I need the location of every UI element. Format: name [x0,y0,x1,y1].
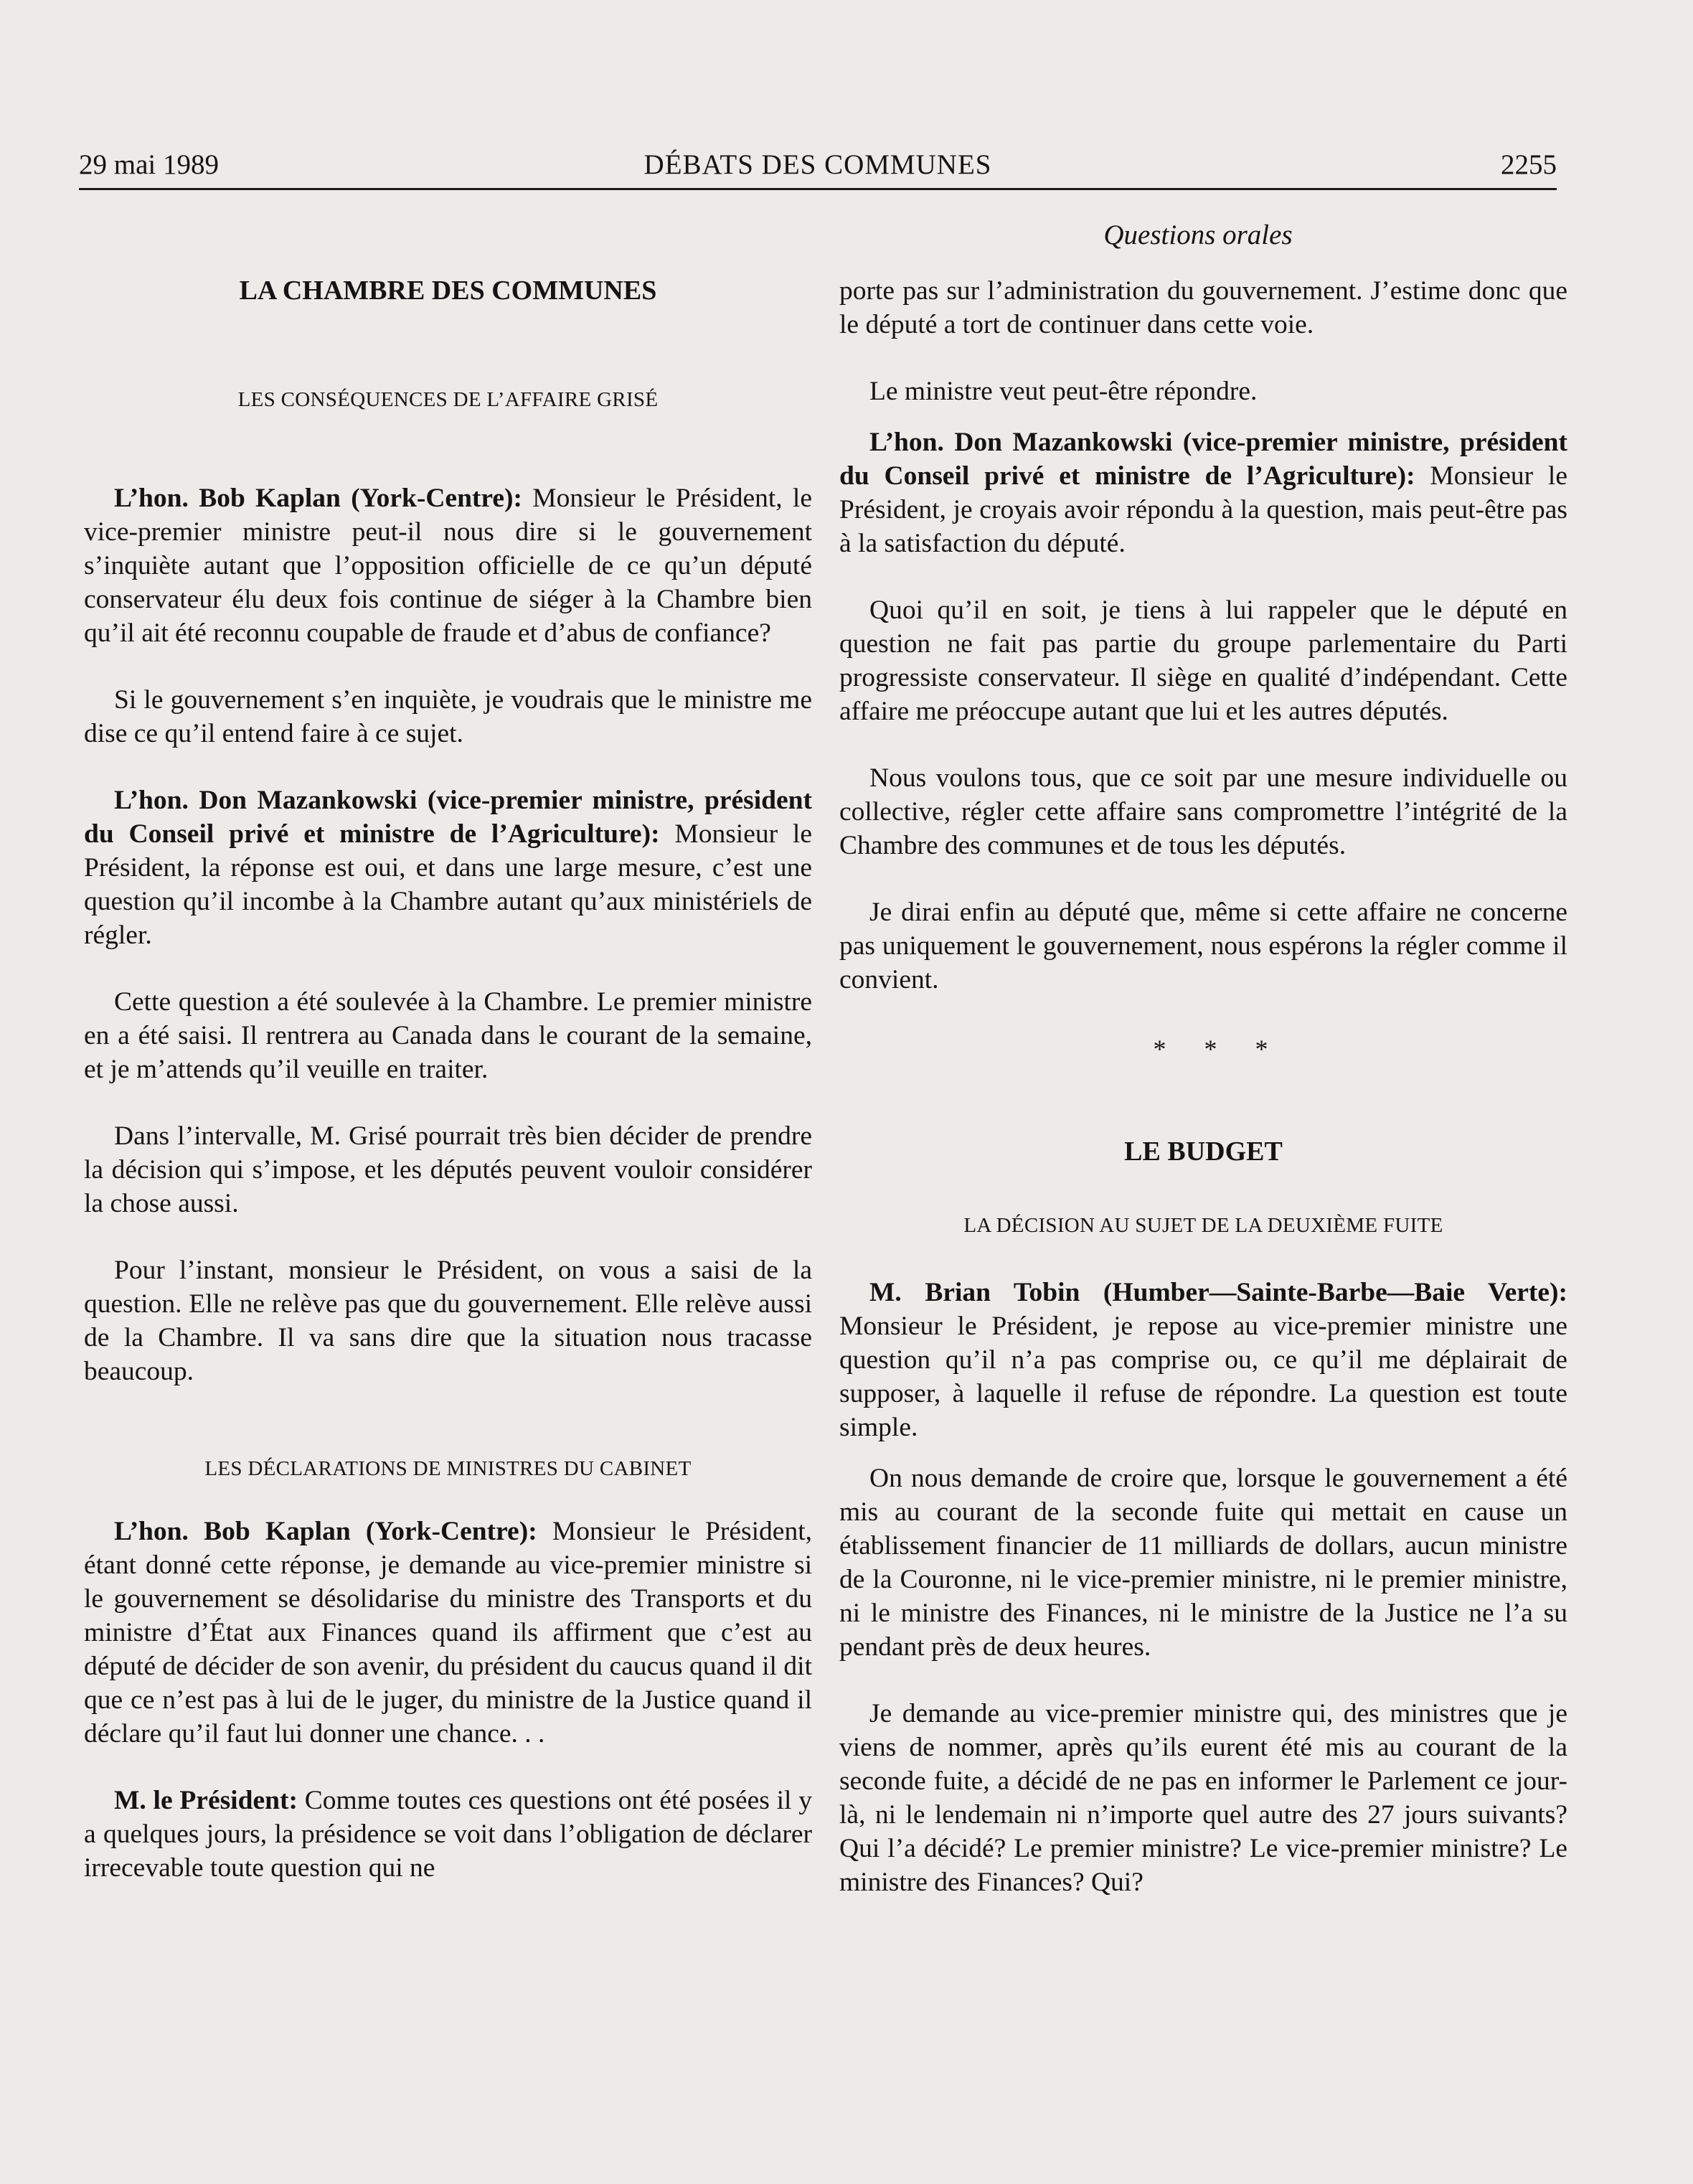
header-title: DÉBATS DES COMMUNES [643,149,992,180]
header-date: 29 mai 1989 [79,149,219,180]
subsection-heading: LES DÉCLARATIONS DE MINISTRES DU CABINET [204,1457,692,1480]
speaker-name: L’hon. Bob Kaplan (York-Centre): [114,484,523,513]
paragraph [84,783,812,952]
subsection-heading: LES CONSÉQUENCES DE L’AFFAIRE GRISÉ [237,388,659,411]
paragraph [84,1515,812,1751]
section-heading: LA CHAMBRE DES COMMUNES [239,276,657,306]
paragraph: Nous voulons tous, que ce soit par une mesure individuelle ou collective, régler cette affaire sans compromettre l’intégrité de la Chambre des communes et de tous les députés. [839,763,1567,860]
speaker-name: M. Brian Tobin (Humber—Sainte-Barbe—Baie Verte): [869,1278,1567,1307]
paragraph: On nous demande de croire que, lorsque le gouvernement a été mis au courant de la seconde fuite qui mettait en cause un établissement financier de 11 milliards de dollars, aucun ministre de la Couronne, ni le vice-premier ministre, ni le premier ministre, ni le ministre des Finances, ni le ministre de la Justice ne l’a su pendant près de deux heures. [839,1464,1567,1662]
speech-text: Monsieur le Président, la réponse est oui, et dans une large mesure, c’est une question qu’il incombe à la Chambre autant qu’aux ministériels de régler. [84,819,812,950]
paragraph [84,481,812,650]
section-separator: * * * [1153,1035,1284,1063]
paragraph [839,425,1567,560]
running-header [79,143,1557,187]
paragraph: Je dirai enfin au député que, même si cette affaire ne concerne pas uniquement le gouvernement, nous espérons la régler comme il convient. [839,898,1567,994]
left-column [84,273,812,1885]
speaker-name: L’hon. Don Mazankowski (vice-premier ministre, président du Conseil privé et ministre de l’Agriculture): [839,428,1567,491]
subsection-heading: LA DÉCISION AU SUJET DE LA DEUXIÈME FUITE [963,1214,1443,1237]
speech-text: Comme toutes ces questions ont été posées il y a quelques jours, la présidence se voit dans l’obligation de déclarer irrecevable toute question qui ne [84,1786,813,1883]
paragraph: porte pas sur l’administration du gouvernement. J’estime donc que le député a tort de continuer dans cette voie. [839,276,1567,339]
section-label: Questions orales [1103,220,1293,250]
paragraph: Pour l’instant, monsieur le Président, on vous a saisi de la question. Elle ne relève pas que du gouvernement. Elle relève aussi de la Chambre. Il va sans dire que la situation nous tracasse beaucoup. [84,1256,812,1386]
paragraph: Le ministre veut peut-être répondre. [869,377,1258,406]
right-column [839,274,1567,1899]
paragraph: Si le gouvernement s’en inquiète, je voudrais que le ministre me dise ce qu’il entend faire à ce sujet. [84,685,812,748]
paragraph: Je demande au vice-premier ministre qui, des ministres que je viens de nommer, après qu’ils eurent été mis au courant de la seconde fuite, a décidé de ne pas en informer le Parlement ce jour-là, ni le lendemain ni n’importe quel autre des 27 jours suivants? Qui l’a décidé? Le premier ministre? Le vice-premier ministre? Le ministre des Finances? Qui? [839,1699,1567,1897]
speech-text: Monsieur le Président, je repose au vice-premier ministre une question qu’il n’a pas comprise ou, ce qu’il me déplairait de supposer, à laquelle il refuse de répondre. La question est toute simple. [839,1312,1567,1442]
paragraph [839,1276,1567,1444]
paragraph: Dans l’intervalle, M. Grisé pourrait très bien décider de prendre la décision qui s’impose, et les députés peuvent vouloir considérer la chose aussi. [84,1121,812,1218]
header-rule [79,188,1557,190]
paragraph [84,1784,812,1885]
speech-text: Monsieur le Président, je croyais avoir répondu à la question, mais peut-être pas à la satisfaction du député. [839,461,1567,558]
section-heading: LE BUDGET [1124,1136,1283,1167]
paragraph: Cette question a été soulevée à la Chambre. Le premier ministre en a été saisi. Il rentrera au Canada dans le courant de la semaine, et je m’attends qu’il veuille en traiter. [84,987,812,1084]
speaker-name: L’hon. Don Mazankowski (vice-premier ministre, président du Conseil privé et ministre de l’Agriculture): [84,786,812,849]
speaker-name: M. le Président: [114,1786,298,1815]
paragraph: Quoi qu’il en soit, je tiens à lui rappeler que le député en question ne fait pas partie du groupe parlementaire du Parti progressiste conservateur. Il siège en qualité d’indépendant. Cette affaire me préoccupe autant que lui et les autres députés. [839,596,1567,726]
speech-text: Monsieur le Président, le vice-premier ministre peut-il nous dire si le gouvernement s’inquiète autant que l’opposition officielle de ce qu’un député conservateur élu deux fois continue de siéger à la Chambre bien qu’il ait été reconnu coupable de fraude et d’abus de confiance? [84,484,812,648]
speech-text: Monsieur le Président, étant donné cette réponse, je demande au vice-premier ministre si le gouvernement se désolidarise du ministre des Transports et du ministre d’État aux Finances quand ils affirment que c’est au député de décider de son avenir, du président du caucus quand il dit que ce n’est pas à lui de le juger, du ministre de la Justice quand il déclare qu’il faut lui donner une chance. . . [84,1517,812,1748]
speaker-name: L’hon. Bob Kaplan (York-Centre): [114,1517,537,1546]
page-number: 2255 [1501,149,1557,180]
